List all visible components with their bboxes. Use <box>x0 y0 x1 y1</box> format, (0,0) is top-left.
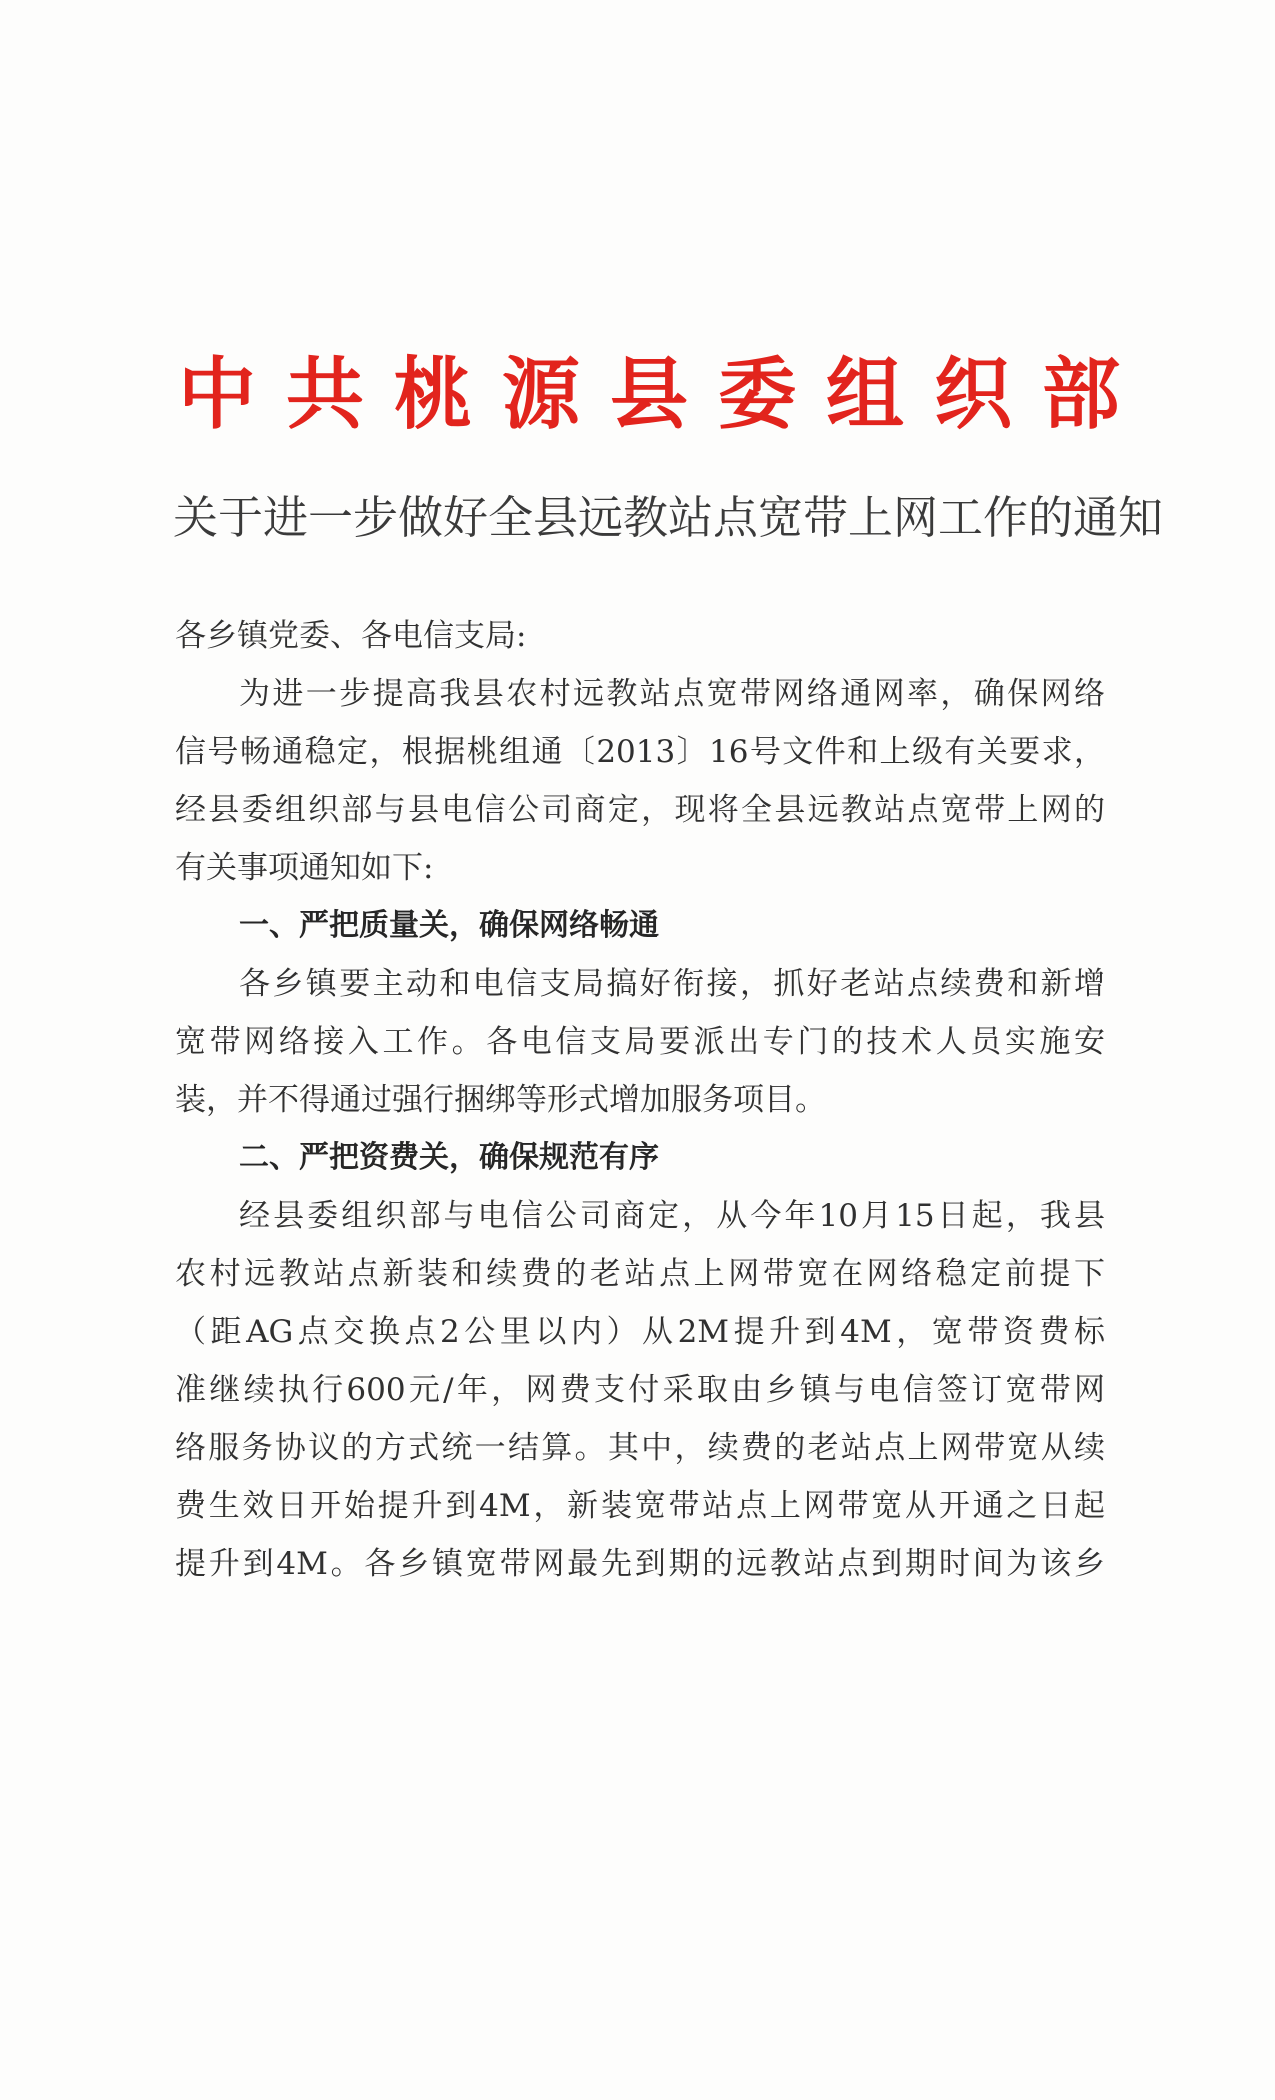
paragraph-line: 宽带网络接入工作。各电信支局要派出专门的技术人员实施安 <box>175 1024 1105 1060</box>
paragraph-line: 费生效日开始提升到4M，新装宽带站点上网带宽从开通之日起 <box>175 1488 1105 1524</box>
paragraph-line: 提升到4M。各乡镇宽带网最先到期的远教站点到期时间为该乡 <box>175 1546 1105 1582</box>
paragraph-line: 各乡镇要主动和电信支局搞好衔接，抓好老站点续费和新增 <box>239 966 1105 1002</box>
document-body <box>175 607 1105 1593</box>
paragraph-line: 有关事项通知如下: <box>175 850 434 886</box>
document-title: 关于进一步做好全县远教站点宽带上网工作的通知 <box>173 491 1164 544</box>
section-heading-fees: 二、严把资费关，确保规范有序 <box>239 1140 659 1175</box>
paragraph-line: 农村远教站点新装和续费的老站点上网带宽在网络稳定前提下 <box>175 1256 1105 1292</box>
paragraph-line: 准继续执行600元/年，网费支付采取由乡镇与电信签订宽带网 <box>175 1372 1105 1408</box>
section-heading-quality: 一、严把质量关，确保网络畅通 <box>239 908 659 943</box>
paragraph-line: 经县委组织部与县电信公司商定，现将全县远教站点宽带上网的 <box>175 792 1105 828</box>
paragraph-line: 经县委组织部与电信公司商定，从今年10月15日起，我县 <box>239 1198 1105 1234</box>
paragraph-line: 装，并不得通过强行捆绑等形式增加服务项目。 <box>175 1082 826 1118</box>
salutation: 各乡镇党委、各电信支局: <box>175 618 527 654</box>
paragraph-line: 络服务协议的方式统一结算。其中，续费的老站点上网带宽从续 <box>175 1430 1105 1466</box>
paragraph-line: （距AG点交换点2公里以内）从2M提升到4M，宽带资费标 <box>175 1314 1105 1350</box>
letterhead-issuer: 中共桃源县委组织部 <box>178 349 1151 440</box>
paragraph-line: 信号畅通稳定，根据桃组通〔2013〕16号文件和上级有关要求， <box>175 734 1105 770</box>
paragraph-line: 为进一步提高我县农村远教站点宽带网络通网率，确保网络 <box>239 676 1105 712</box>
